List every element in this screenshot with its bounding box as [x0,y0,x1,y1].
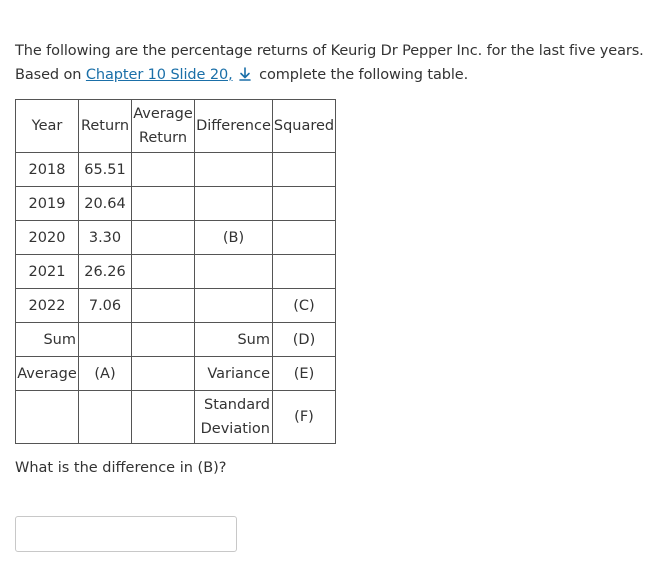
cell-year: 2021 [16,255,79,289]
cell-return: 7.06 [79,289,132,323]
std-empty-2 [79,391,132,444]
std-dev-label-line2: Deviation [200,421,270,437]
cell-squared [273,187,336,221]
sum-return-cell [79,323,132,357]
variance-label: Variance [195,357,273,391]
cell-return: 3.30 [79,221,132,255]
cell-squared [273,153,336,187]
header-average-return [132,100,195,153]
cell-year: 2018 [16,153,79,187]
sum-average-cell [132,323,195,357]
intro-line-2-suffix: complete the following table. [254,67,469,83]
average-label: Average [16,357,79,391]
std-dev-row [16,391,336,444]
std-dev-label [195,391,273,444]
question-text: What is the difference in (B)? [15,460,227,476]
cell-average [132,187,195,221]
intro-line-1: The following are the percentage returns of Keurig Dr Pepper Inc. for the last five years. [15,43,644,59]
cell-difference [195,255,273,289]
variance-cell: (E) [273,357,336,391]
cell-squared [273,255,336,289]
header-average-return-line2: Return [138,130,188,146]
std-dev-label-line1: Standard [204,397,270,413]
header-difference: Difference [195,100,273,153]
cell-average [132,221,195,255]
table-row [16,255,336,289]
table-row [16,153,336,187]
cell-average [132,289,195,323]
question-intro [15,39,655,87]
table-row [16,187,336,221]
header-squared: Squared [273,100,336,153]
cell-difference [195,289,273,323]
intro-line-2-prefix: Based on [15,67,86,83]
cell-year: 2022 [16,289,79,323]
cell-squared: (C) [273,289,336,323]
sum-label: Sum [16,323,79,357]
table-row [16,221,336,255]
download-icon[interactable] [237,66,253,82]
cell-year: 2020 [16,221,79,255]
header-average-return-line1: Average [133,106,193,122]
answer-input[interactable] [15,516,237,552]
sum-difference-label: Sum [195,323,273,357]
cell-average [132,255,195,289]
average-average-cell [132,357,195,391]
chapter-link[interactable]: Chapter 10 Slide 20, [85,67,233,83]
cell-return: 65.51 [79,153,132,187]
cell-difference [195,153,273,187]
std-dev-cell: (F) [273,391,336,444]
table-header-row [16,100,336,153]
cell-difference [195,187,273,221]
table-row [16,289,336,323]
cell-squared [273,221,336,255]
cell-average [132,153,195,187]
average-return-cell: (A) [79,357,132,391]
cell-difference: (B) [195,221,273,255]
cell-year: 2019 [16,187,79,221]
header-return: Return [79,100,132,153]
std-empty-1 [16,391,79,444]
sum-squared-cell: (D) [273,323,336,357]
returns-table [15,99,336,444]
cell-return: 26.26 [79,255,132,289]
cell-return: 20.64 [79,187,132,221]
sum-row [16,323,336,357]
average-row [16,357,336,391]
std-empty-3 [132,391,195,444]
header-year: Year [16,100,79,153]
